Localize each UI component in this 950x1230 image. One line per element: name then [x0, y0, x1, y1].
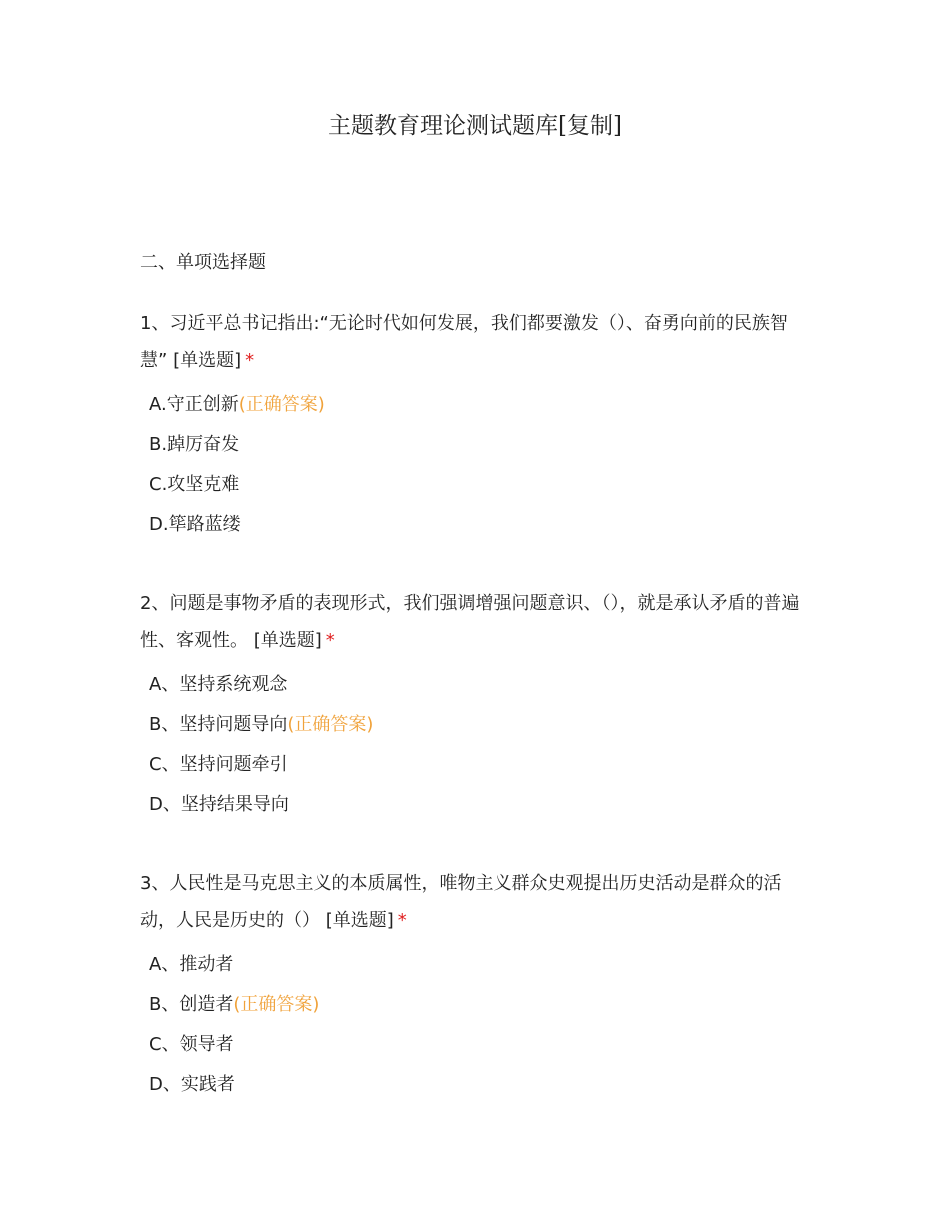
question-type-label: [单选题] — [173, 350, 242, 371]
correct-answer-tag: (正确答案) — [287, 714, 374, 735]
question-1 — [140, 305, 810, 545]
option-list — [140, 665, 810, 825]
question-3 — [140, 865, 810, 1105]
option-a — [149, 385, 810, 425]
option-list — [140, 945, 810, 1105]
section-heading: 二、单项选择题 — [140, 252, 266, 273]
page-title: 主题教育理论测试题库[复制] — [328, 113, 622, 139]
option-label: C、坚持问题牵引 — [149, 754, 288, 775]
option-label: C.攻坚克难 — [149, 474, 240, 495]
option-label: D.筚路蓝缕 — [149, 514, 241, 535]
option-label: A、推动者 — [149, 954, 234, 975]
question-stem: 1、习近平总书记指出:“无论时代如何发展，我们都要激发（）、奋勇向前的民族智慧” — [140, 313, 788, 371]
option-a — [149, 945, 810, 985]
question-text — [140, 585, 810, 659]
option-label: A、坚持系统观念 — [149, 674, 288, 695]
option-c — [149, 465, 810, 505]
option-label: D、坚持结果导向 — [149, 794, 289, 815]
option-c — [149, 1025, 810, 1065]
option-b — [149, 425, 810, 465]
option-label: B、坚持问题导向 — [149, 714, 288, 735]
question-stem: 3、人民性是马克思主义的本质属性，唯物主义群众史观提出历史活动是群众的活动，人民是历史的（） — [140, 873, 782, 931]
question-type-label: [单选题] — [325, 910, 394, 931]
option-list — [140, 385, 810, 545]
question-stem: 2、问题是事物矛盾的表现形式，我们强调增强问题意识、（），就是承认矛盾的普遍性、客观性。 — [140, 593, 800, 651]
option-label: B、创造者 — [149, 994, 234, 1015]
option-b — [149, 985, 810, 1025]
required-mark: * — [245, 350, 255, 371]
option-b — [149, 705, 810, 745]
option-c — [149, 745, 810, 785]
option-d — [149, 785, 810, 825]
question-type-label: [单选题] — [253, 630, 322, 651]
option-d — [149, 505, 810, 545]
question-2 — [140, 585, 810, 825]
option-label: D、实践者 — [149, 1074, 235, 1095]
option-label: A.守正创新 — [149, 394, 239, 415]
option-label: B.踔厉奋发 — [149, 434, 240, 455]
option-d — [149, 1065, 810, 1105]
option-label: C、领导者 — [149, 1034, 234, 1055]
question-text — [140, 865, 810, 939]
question-text — [140, 305, 810, 379]
option-a — [149, 665, 810, 705]
required-mark: * — [325, 630, 335, 651]
required-mark: * — [397, 910, 407, 931]
correct-answer-tag: (正确答案) — [233, 994, 320, 1015]
correct-answer-tag: (正确答案) — [238, 394, 325, 415]
